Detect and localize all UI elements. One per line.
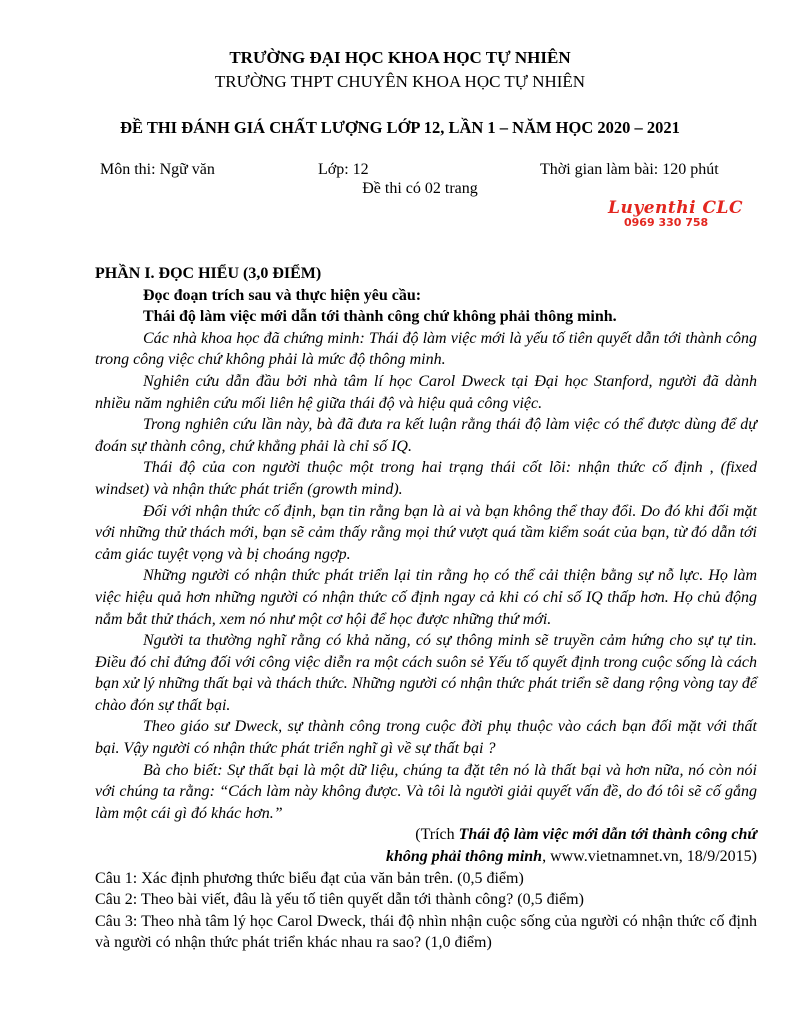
passage-paragraph: Đối với nhận thức cố định, bạn tin rằng bạn là ai và bạn không thể thay đổi. Do đó khi đối mặt với những thử thách mới, bạn sẽ cảm thấy rằng mọi thứ vượt quá tầm kiểm soát của bạn, từ đó dẫn tới cảm giác tuyệt vọng và bị choáng ngợp. [95, 502, 757, 563]
school-name: TRƯỜNG THPT CHUYÊN KHOA HỌC TỰ NHIÊN [214, 72, 586, 91]
source-title-1: Thái độ làm việc mới dẫn tới thành công chứ [458, 826, 757, 844]
logo-phone: 0969 330 758 [624, 216, 709, 229]
passage-paragraph: Người ta thường nghĩ rằng có khả năng, có sự thông minh sẽ truyền cảm hứng cho sự tự tin. Điều đó chỉ đứng đối với công việc diễn ra một cách suôn sẻ Yếu tố quyết định trong cuộc sống là cách bạn xử lý những thất bại và thách thức. Những người có nhận thức phát triển sẽ dang rộng vòng tay để chào đón sự thất bại. [95, 632, 757, 714]
passage-paragraph: Bà cho biết: Sự thất bại là một dữ liệu, chúng ta đặt tên nó là thất bại và hơn nữa, nó còn nói với chúng ta rằng: “Cách làm này không được. Và tôi là người giải quyết vấn đề, do đó tôi sẽ cố gắng làm một cái gì đó khác hơn.” [95, 761, 757, 822]
passage-paragraph: Các nhà khoa học đã chứng minh: Thái độ làm việc mới là yếu tố tiên quyết dẫn tới thành công trong công việc chứ không phải là mức độ thông minh. [95, 329, 757, 369]
source-citation [95, 824, 757, 867]
university-name: TRƯỜNG ĐẠI HỌC KHOA HỌC TỰ NHIÊN [229, 48, 571, 67]
passage-paragraph: Thái độ của con người thuộc một trong hai trạng thái cốt lõi: nhận thức cố định , (fixed windset) và nhận thức phát triển (growth mind). [95, 459, 757, 498]
instruction: Đọc đoạn trích sau và thực hiện yêu cầu: [143, 286, 422, 304]
subject-label: Môn thi: Ngữ văn [100, 161, 215, 178]
grade-label: Lớp: 12 [318, 161, 369, 178]
exam-title: ĐỀ THI ĐÁNH GIÁ CHẤT LƯỢNG LỚP 12, LẦN 1 – NĂM HỌC 2020 – 2021 [120, 118, 680, 137]
question-3: Câu 3: Theo nhà tâm lý học Carol Dweck, thái độ nhìn nhận cuộc sống của người có nhận thức cố định và người có nhận thức phát triển khác nhau ra sao? (1,0 điểm) [95, 912, 757, 952]
source-suffix: , www.vietnamnet.vn, 18/9/2015) [542, 848, 757, 866]
passage-paragraph: Nghiên cứu dẫn đầu bởi nhà tâm lí học Carol Dweck tại Đại học Stanford, người đã dành nhiều năm nghiên cứu mối liên hệ giữa thái độ và hiệu quả công việc. [95, 372, 757, 412]
passage-paragraph: Trong nghiên cứu lần này, bà đã đưa ra kết luận rằng thái độ làm việc có thể được dùng để dự đoán sự thành công, chứ khẳng phải là chỉ số IQ. [95, 416, 757, 455]
source-prefix: (Trích [415, 826, 459, 844]
passage-title: Thái độ làm việc mới dẫn tới thành công chứ không phải thông minh. [143, 308, 617, 326]
page-count-label: Đề thi có 02 trang [362, 180, 478, 197]
section-title: PHẦN I. ĐỌC HIỂU (3,0 ĐIỂM) [95, 265, 322, 282]
logo-name: Luyenthi CLC [608, 198, 743, 218]
time-label: Thời gian làm bài: 120 phút [540, 161, 719, 178]
luyenthi-logo [608, 198, 758, 229]
passage-paragraph: Theo giáo sư Dweck, sự thành công trong cuộc đời phụ thuộc vào cách bạn đối mặt với thất bại. Vậy người có nhận thức phát triển nghĩ gì về sự thất bại ? [95, 718, 757, 758]
source-title-2: không phải thông minh [385, 848, 543, 866]
reading-section [95, 263, 757, 954]
passage-paragraph: Những người có nhận thức phát triển lại tin rằng họ có thể cải thiện bằng sự nỗ lực. Họ làm việc hiệu quả hơn những người có nhận thức cố định ngay cả khi có chỉ số IQ thấp hơn. Họ chủ động nắm bắt thử thách, xem nó như một cơ hội để học được những thứ mới. [95, 567, 757, 628]
question-2: Câu 2: Theo bài viết, đâu là yếu tố tiên quyết dẫn tới thành công? (0,5 điểm) [95, 891, 584, 909]
question-1: Câu 1: Xác định phương thức biểu đạt của văn bản trên. (0,5 điểm) [95, 869, 524, 887]
